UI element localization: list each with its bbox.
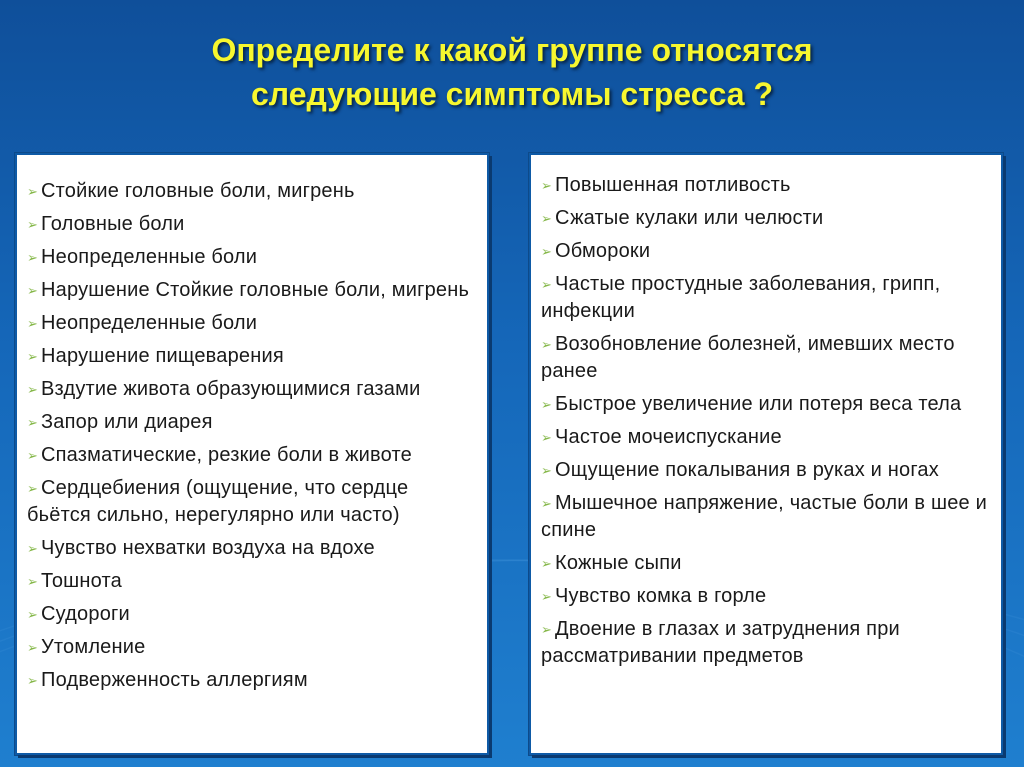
symptom-text: Обмороки [555,240,651,262]
arrow-bullet-icon: ➢ [27,415,39,430]
arrow-bullet-icon: ➢ [27,607,39,622]
symptom-item [541,550,991,577]
arrow-bullet-icon: ➢ [541,463,553,478]
symptom-text: Быстрое увеличение или потеря веса тела [555,393,962,415]
arrow-bullet-icon: ➢ [27,382,39,397]
symptom-text: Стойкие головные боли, мигрень [41,180,355,202]
arrow-bullet-icon: ➢ [27,673,39,688]
symptom-text: Вздутие живота образующимися газами [41,378,421,400]
symptom-item [27,601,477,628]
symptom-item [27,535,477,562]
symptom-text: Чувство комка в горле [555,585,767,607]
arrow-bullet-icon: ➢ [27,448,39,463]
symptom-text: Неопределенные боли [41,312,258,334]
arrow-bullet-icon: ➢ [541,556,553,571]
arrow-bullet-icon: ➢ [27,217,39,232]
right-symptoms-list [531,155,1001,670]
symptom-item [541,457,991,484]
arrow-bullet-icon: ➢ [541,211,553,226]
symptom-item [541,490,991,544]
right-symptoms-panel [529,153,1003,755]
symptom-text: Запор или диарея [41,411,213,433]
arrow-bullet-icon: ➢ [541,589,553,604]
left-symptoms-panel [15,153,489,755]
symptom-text: Чувство нехватки воздуха на вдохе [41,537,375,559]
symptom-text: Нарушение пищеварения [41,345,284,367]
arrow-bullet-icon: ➢ [541,622,553,637]
symptom-text: Возобновление болезней, имевших место ранее [541,333,955,382]
symptom-item [27,634,477,661]
arrow-bullet-icon: ➢ [27,283,39,298]
symptom-text: Сжатые кулаки или челюсти [555,207,824,229]
symptom-item [27,277,477,304]
symptom-text: Судороги [41,603,130,625]
symptom-item [27,178,477,205]
arrow-bullet-icon: ➢ [27,316,39,331]
symptom-text: Спазматические, резкие боли в животе [41,444,412,466]
title-line-2: следующие симптомы стресса ? [250,76,774,112]
slide-title [0,28,1024,116]
symptom-item [541,331,991,385]
arrow-bullet-icon: ➢ [541,337,553,352]
arrow-bullet-icon: ➢ [27,640,39,655]
title-line-1: Определите к какой группе относятся [211,32,813,68]
symptom-text: Ощущение покалывания в руках и ногах [555,459,939,481]
arrow-bullet-icon: ➢ [27,349,39,364]
symptom-item [541,391,991,418]
arrow-bullet-icon: ➢ [541,397,553,412]
arrow-bullet-icon: ➢ [27,541,39,556]
arrow-bullet-icon: ➢ [27,250,39,265]
symptom-item [541,238,991,265]
arrow-bullet-icon: ➢ [27,574,39,589]
symptom-text: Сердцебиения (ощущение, что сердце бьётся сильно, нерегулярно или часто) [27,477,409,526]
symptom-item [27,409,477,436]
symptom-item [27,343,477,370]
symptom-item [27,244,477,271]
arrow-bullet-icon: ➢ [27,184,39,199]
arrow-bullet-icon: ➢ [541,244,553,259]
left-symptoms-list [17,155,487,694]
symptom-item [27,310,477,337]
symptom-text: Нарушение Стойкие головные боли, мигрень [41,279,470,301]
symptom-item [27,211,477,238]
arrow-bullet-icon: ➢ [27,481,39,496]
symptom-item [27,475,477,529]
symptom-item [27,376,477,403]
symptom-text: Кожные сыпи [555,552,682,574]
symptom-text: Головные боли [41,213,185,235]
symptom-item [541,424,991,451]
symptom-text: Повышенная потливость [555,174,791,196]
symptom-text: Мышечное напряжение, частые боли в шее и спине [541,492,987,541]
symptom-item [541,616,991,670]
symptom-item [541,583,991,610]
symptom-item [541,205,991,232]
symptom-text: Подверженность аллергиям [41,669,308,691]
symptom-text: Неопределенные боли [41,246,258,268]
symptom-item [541,172,991,199]
symptom-text: Двоение в глазах и затруднения при рассматривании предметов [541,618,900,667]
symptom-text: Тошнота [41,570,123,592]
arrow-bullet-icon: ➢ [541,496,553,511]
arrow-bullet-icon: ➢ [541,430,553,445]
symptom-text: Частое мочеиспускание [555,426,782,448]
symptom-item [541,271,991,325]
symptom-item [27,667,477,694]
arrow-bullet-icon: ➢ [541,277,553,292]
symptom-text: Частые простудные заболевания, грипп, инфекции [541,273,941,322]
arrow-bullet-icon: ➢ [541,178,553,193]
symptom-item [27,568,477,595]
symptom-item [27,442,477,469]
symptom-text: Утомление [41,636,146,658]
